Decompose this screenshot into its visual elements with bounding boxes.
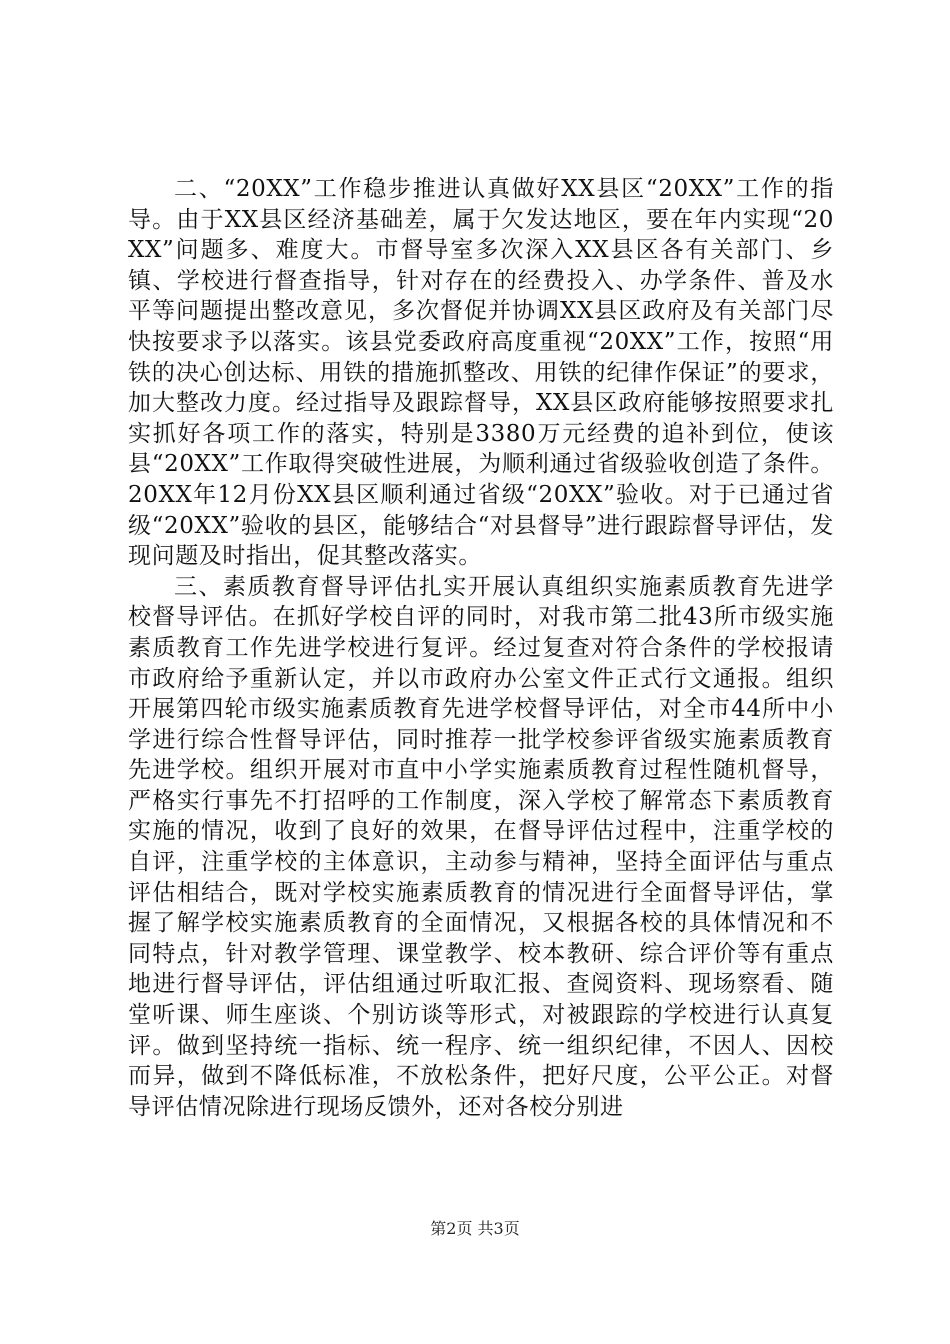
paragraph-section-two: 二、“20XX”工作稳步推进认真做好XX县区“20XX”工作的指导。由于XX县区经济基础差，属于欠发达地区，要在年内实现“20XX”问题多、难度大。市督导室多次深入XX县区各有关部门、乡镇、学校进行督查指导，针对存在的经费投入、办学条件、普及水平等问题提出整改意见，多次督促并协调XX县区政府及有关部门尽快按要求予以落实。该县党委政府高度重视“20XX”工作，按照“用铁的决心创达标、用铁的措施抓整改、用铁的纪律作保证”的要求，加大整改力度。经过指导及跟踪督导，XX县区政府能够按照要求扎实抓好各项工作的落实，特别是3380万元经费的追补到位，使该县“20XX”工作取得突破性进展，为顺利通过省级验收创造了条件。20XX年12月份XX县区顺利通过省级“20XX”验收。对于已通过省级“20XX”验收的县区，能够结合“对县督导”进行跟踪督导评估，发现问题及时指出，促其整改落实。 — [128, 176, 834, 570]
paragraph-section-three: 三、素质教育督导评估扎实开展认真组织实施素质教育先进学校督导评估。在抓好学校自评的同时，对我市第二批43所市级实施素质教育工作先进学校进行复评。经过复查对符合条件的学校报请市政府给予重新认定，并以市政府办公室文件正式行文通报。组织开展第四轮市级实施素质教育先进学校督导评估，对全市44所中小学进行综合性督导评估，同时推荐一批学校参评省级实施素质教育先进学校。组织开展对市直中小学实施素质教育过程性随机督导，严格实行事先不打招呼的工作制度，深入学校了解常态下素质教育实施的情况，收到了良好的效果，在督导评估过程中，注重学校的自评，注重学校的主体意识，主动参与精神，坚持全面评估与重点评估相结合，既对学校实施素质教育的情况进行全面督导评估，掌握了解学校实施素质教育的全面情况，又根据各校的具体情况和不同特点，针对教学管理、课堂教学、校本教研、综合评价等有重点地进行督导评估，评估组通过听取汇报、查阅资料、现场察看、随堂听课、师生座谈、个别访谈等形式，对被跟踪的学校进行认真复评。做到坚持统一指标、统一程序、统一组织纪律，不因人、因校而异，做到不降低标准，不放松条件，把好尺度，公平公正。对督导评估情况除进行现场反馈外，还对各校分别进 — [128, 573, 834, 1120]
document-body — [128, 174, 834, 1122]
page-number-footer: 第2页 共3页 — [430, 1219, 520, 1238]
